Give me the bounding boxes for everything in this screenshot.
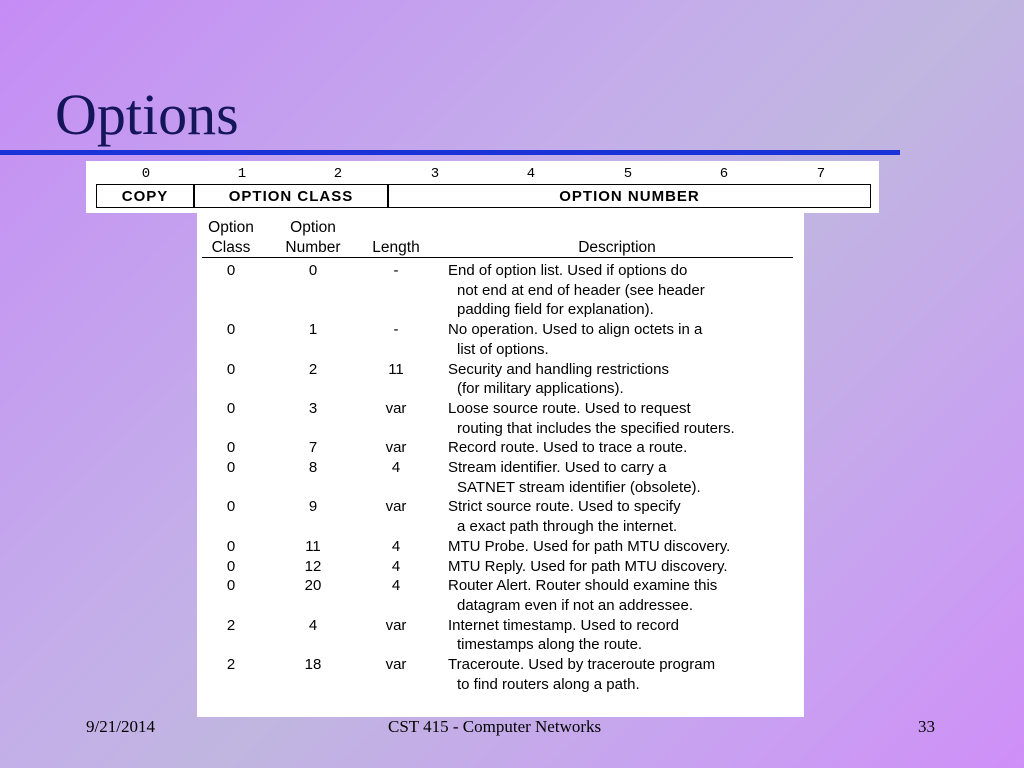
length-cell: var [385, 656, 407, 674]
options-table [197, 213, 804, 717]
description-line: End of option list. Used if options do [448, 262, 688, 279]
description-line: routing that includes the specified routers. [457, 419, 735, 437]
table-row [197, 458, 804, 497]
option-number-cell: 3 [308, 399, 318, 417]
description-line: Security and handling restrictions [448, 360, 669, 378]
description-line: timestamps along the route. [457, 636, 643, 654]
table-row [197, 261, 804, 320]
header-option-number [279, 218, 347, 258]
description-cell [448, 438, 798, 458]
option-number-cell: 7 [308, 439, 318, 457]
option-class-cell: 0 [226, 321, 236, 339]
description-cell [448, 655, 798, 694]
table-row [197, 655, 804, 694]
description-line: Traceroute. Used by traceroute program [448, 656, 716, 674]
option-number-cell: 8 [308, 459, 318, 477]
table-row [197, 399, 804, 438]
length-cell: 11 [388, 360, 404, 378]
table-header [197, 218, 804, 258]
description-line: Stream identifier. Used to carry a [448, 459, 667, 477]
option-class-cell: 0 [226, 360, 236, 378]
length-cell: 4 [391, 577, 401, 595]
description-line: Router Alert. Router should examine this [448, 577, 718, 595]
option-class-cell: 0 [226, 262, 236, 279]
option-class-cell: 2 [226, 656, 236, 674]
length-cell: var [385, 399, 407, 417]
bit-label: 3 [430, 166, 440, 182]
footer-date: 9/21/2014 [86, 717, 155, 736]
footer-course: CST 415 - Computer Networks [388, 717, 602, 736]
description-line: Strict source route. Used to specify [448, 498, 681, 516]
description-line: datagram even if not an addressee. [457, 596, 693, 614]
description-cell [448, 537, 798, 557]
header-divider [202, 257, 793, 258]
description-line: list of options. [457, 340, 549, 358]
description-line: Internet timestamp. Used to record [448, 616, 679, 634]
length-cell: var [385, 439, 407, 457]
footer-page-number: 33 [918, 717, 935, 736]
option-number-field: OPTION NUMBER [387, 185, 870, 207]
table-row [197, 438, 804, 458]
description-cell [448, 497, 798, 536]
option-class-cell: 0 [226, 399, 236, 417]
bit-positions [86, 164, 879, 180]
header-line: Class [211, 239, 251, 256]
option-class-cell: 2 [226, 616, 236, 634]
length-cell: var [385, 616, 407, 634]
description-cell [448, 576, 798, 615]
length-cell: - [393, 321, 399, 339]
description-line: not end at end of header (see header [457, 281, 705, 299]
description-cell [448, 360, 798, 399]
description-line: SATNET stream identifier (obsolete). [457, 478, 701, 496]
table-row [197, 576, 804, 615]
length-cell: 4 [391, 537, 401, 555]
length-cell: var [385, 498, 407, 516]
table-row [197, 497, 804, 536]
copy-field: COPY [121, 187, 169, 205]
description-cell [448, 557, 798, 577]
table-row [197, 616, 804, 655]
option-class-cell: 0 [226, 537, 236, 555]
header-option-class [201, 218, 261, 258]
option-number-cell: 12 [304, 557, 322, 575]
header-description: Description [578, 239, 656, 256]
option-number-cell: 2 [308, 360, 318, 378]
option-number-cell: 9 [308, 498, 318, 516]
description-line: a exact path through the internet. [457, 518, 678, 536]
option-class-field: OPTION CLASS [193, 185, 387, 207]
bit-label: 2 [333, 166, 343, 182]
length-cell: - [393, 262, 399, 279]
description-line: MTU Reply. Used for path MTU discovery. [448, 557, 728, 575]
bit-label: 4 [526, 166, 536, 182]
header-line: Number [285, 239, 341, 256]
option-number-cell: 18 [304, 656, 322, 674]
option-number-cell: 11 [305, 537, 321, 555]
option-class-cell: 0 [226, 577, 236, 595]
description-line: No operation. Used to align octets in a [448, 321, 703, 339]
description-cell [448, 458, 798, 497]
option-class-cell: 0 [226, 557, 236, 575]
option-class-cell: 0 [226, 439, 236, 457]
option-number-cell: 20 [304, 577, 322, 595]
option-class-cell: 0 [226, 498, 236, 516]
description-cell [448, 399, 798, 438]
header-length: Length [372, 239, 420, 256]
description-line: (for military applications). [457, 380, 624, 398]
table-row [197, 360, 804, 399]
table-body [197, 261, 804, 694]
length-cell: 4 [391, 459, 401, 477]
bit-label: 6 [719, 166, 729, 182]
option-field-diagram [86, 161, 879, 213]
title-underline [0, 150, 900, 155]
description-cell [448, 616, 798, 655]
slide-title: Options [55, 82, 239, 147]
bit-label: 7 [816, 166, 826, 182]
header-line: Option [208, 219, 254, 236]
header-line: Option [290, 219, 336, 236]
bit-label: 1 [237, 166, 247, 182]
option-field-layout [96, 184, 871, 208]
description-line: Record route. Used to trace a route. [448, 439, 688, 457]
description-cell [448, 261, 798, 320]
description-cell [448, 320, 798, 359]
description-line: to find routers along a path. [457, 675, 640, 693]
table-row [197, 320, 804, 359]
option-class-cell: 0 [226, 459, 236, 477]
option-number-cell: 4 [308, 616, 318, 634]
option-number-cell: 1 [308, 321, 318, 339]
option-number-cell: 0 [308, 262, 318, 279]
length-cell: 4 [391, 557, 401, 575]
table-row [197, 537, 804, 557]
bit-label: 5 [623, 166, 633, 182]
description-line: MTU Probe. Used for path MTU discovery. [448, 537, 731, 555]
description-line: Loose source route. Used to request [448, 399, 691, 417]
description-line: padding field for explanation). [457, 301, 654, 319]
bit-label: 0 [141, 166, 151, 182]
table-row [197, 557, 804, 577]
